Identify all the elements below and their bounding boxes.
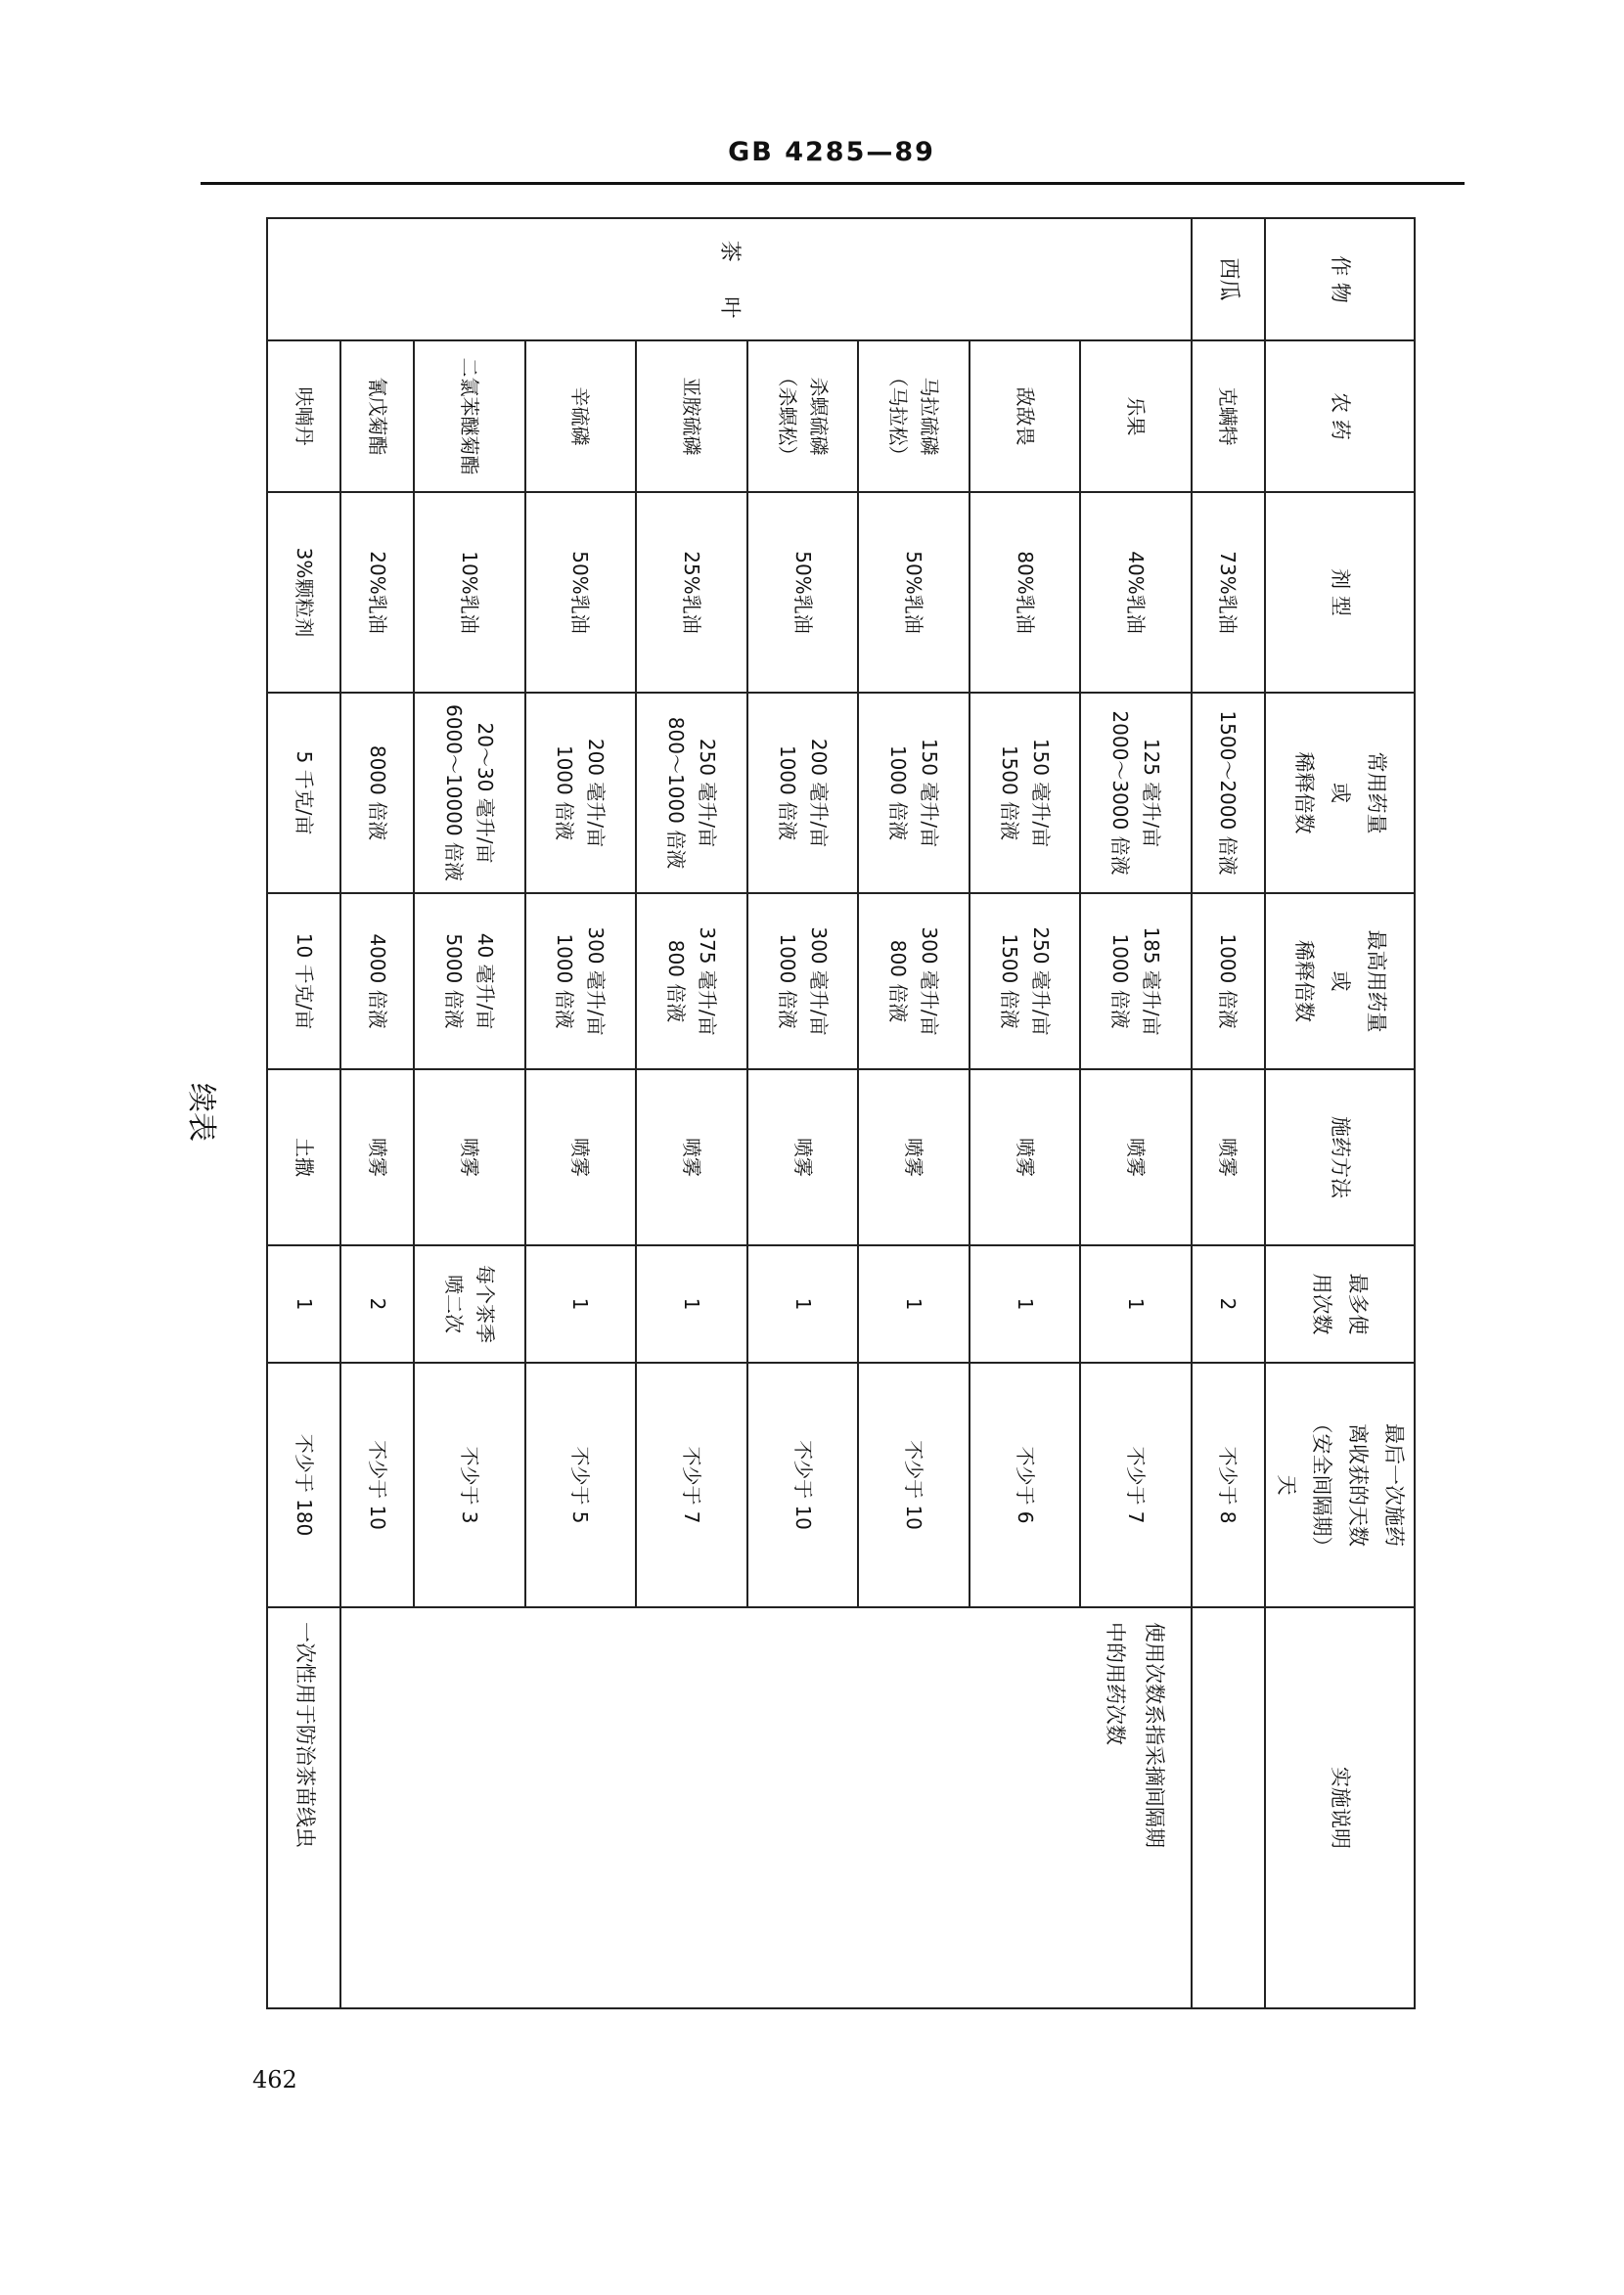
header-rule bbox=[201, 182, 1465, 185]
header-method: 施药方法 bbox=[1265, 1069, 1415, 1245]
pesticide-cell: 呋喃丹 bbox=[267, 340, 340, 492]
pesticide-cell: 氰戊菊酯 bbox=[340, 340, 414, 492]
cell-line: 10 千克/亩 bbox=[292, 932, 316, 1030]
pesticide-table bbox=[266, 217, 1416, 2009]
cell-line: 杀螟硫磷 bbox=[806, 377, 831, 456]
max-times-cell: 1 bbox=[970, 1245, 1081, 1363]
common-dose-cell bbox=[1080, 693, 1192, 893]
max-dose-cell bbox=[525, 893, 637, 1069]
cell-line: （杀螟松） bbox=[775, 367, 799, 466]
interval-cell: 不少于 7 bbox=[1080, 1363, 1192, 1607]
interval-cell: 不少于 8 bbox=[1192, 1363, 1265, 1607]
crop-cell-tea bbox=[267, 218, 1192, 340]
formulation-cell: 73%乳油 bbox=[1192, 492, 1265, 693]
header-line: （安全间隔期） bbox=[1310, 1413, 1334, 1557]
header-formulation: 剂 型 bbox=[1265, 492, 1415, 693]
max-times-cell: 1 bbox=[747, 1245, 859, 1363]
cell-line: 375 毫升/亩 bbox=[696, 926, 720, 1036]
page-number: 462 bbox=[252, 2066, 297, 2093]
max-dose-cell bbox=[858, 893, 970, 1069]
cell-line: 8000 倍液 bbox=[365, 744, 389, 841]
pesticide-cell: 二氯苯醚菊酯 bbox=[414, 340, 525, 492]
method-cell: 喷雾 bbox=[636, 1069, 747, 1245]
crop-tea-chars bbox=[270, 223, 1189, 336]
cell-line: （马拉松） bbox=[886, 367, 911, 466]
interval-cell: 不少于 7 bbox=[636, 1363, 747, 1607]
cell-line: 4000 倍液 bbox=[365, 933, 389, 1029]
cell-line: 125 毫升/亩 bbox=[1140, 738, 1164, 848]
cell-line: 1000 倍液 bbox=[775, 933, 799, 1029]
cell-line: 800 倍液 bbox=[886, 939, 911, 1023]
max-dose-cell bbox=[1080, 893, 1192, 1069]
common-dose-cell bbox=[1192, 693, 1265, 893]
cell-line: 喷二次 bbox=[441, 1275, 466, 1333]
common-dose-cell bbox=[525, 693, 637, 893]
header-notes: 实施说明 bbox=[1265, 1607, 1415, 2008]
formulation-cell: 3%颗粒剂 bbox=[267, 492, 340, 693]
method-cell: 喷雾 bbox=[970, 1069, 1081, 1245]
header-line: 最多使 bbox=[1346, 1273, 1371, 1335]
cell-line: 1500～2000 倍液 bbox=[1216, 710, 1241, 876]
cell-line: 1000 倍液 bbox=[1216, 933, 1241, 1029]
cell-line: 1000 倍液 bbox=[553, 744, 577, 841]
header-line: 用次数 bbox=[1310, 1273, 1334, 1335]
pesticide-cell bbox=[747, 340, 859, 492]
crop-cell-watermelon: 西瓜 bbox=[1192, 218, 1265, 340]
table-row bbox=[1080, 218, 1192, 2008]
cell-line: 300 毫升/亩 bbox=[584, 926, 609, 1036]
table-header-row bbox=[1265, 218, 1415, 2008]
notes-cell-furadan: 一次性用于防治茶苗线虫 bbox=[267, 1607, 340, 2008]
pesticide-cell: 亚胺硫磷 bbox=[636, 340, 747, 492]
common-dose-cell bbox=[970, 693, 1081, 893]
formulation-cell: 80%乳油 bbox=[970, 492, 1081, 693]
method-cell: 喷雾 bbox=[340, 1069, 414, 1245]
common-dose-cell bbox=[267, 693, 340, 893]
max-dose-cell bbox=[340, 893, 414, 1069]
cell-line: 200 毫升/亩 bbox=[806, 738, 831, 848]
header-line: 最高用药量 bbox=[1364, 929, 1388, 1033]
header-line: 天 bbox=[1274, 1474, 1298, 1496]
interval-cell: 不少于 180 bbox=[267, 1363, 340, 1607]
notes-cell-tea-usage bbox=[340, 1607, 1192, 2008]
cell-line: 1000 倍液 bbox=[775, 744, 799, 841]
pesticide-cell: 辛硫磷 bbox=[525, 340, 637, 492]
max-dose-cell bbox=[970, 893, 1081, 1069]
header-line: 常用药量 bbox=[1364, 751, 1388, 834]
cell-line: 1000 倍液 bbox=[1108, 933, 1133, 1029]
max-dose-cell bbox=[1192, 893, 1265, 1069]
header-line: 最后一次施药 bbox=[1382, 1423, 1406, 1547]
method-cell: 喷雾 bbox=[858, 1069, 970, 1245]
cell-line: 800～1000 倍液 bbox=[664, 716, 689, 870]
max-dose-cell bbox=[267, 893, 340, 1069]
cell-line: 5 千克/亩 bbox=[292, 750, 316, 835]
cell-line: 300 毫升/亩 bbox=[806, 926, 831, 1036]
pesticide-cell: 克螨特 bbox=[1192, 340, 1265, 492]
method-cell: 喷雾 bbox=[1192, 1069, 1265, 1245]
max-times-cell: 1 bbox=[267, 1245, 340, 1363]
header-pesticide: 农 药 bbox=[1265, 340, 1415, 492]
formulation-cell: 25%乳油 bbox=[636, 492, 747, 693]
formulation-cell: 10%乳油 bbox=[414, 492, 525, 693]
pesticide-cell: 乐果 bbox=[1080, 340, 1192, 492]
header-line: 或 bbox=[1328, 970, 1352, 992]
cell-line: 150 毫升/亩 bbox=[918, 738, 942, 848]
cell-line: 5000 倍液 bbox=[441, 933, 466, 1029]
cell-line: 250 毫升/亩 bbox=[1028, 926, 1053, 1036]
common-dose-cell bbox=[858, 693, 970, 893]
max-dose-cell bbox=[636, 893, 747, 1069]
crop-tea-char: 茶 bbox=[717, 240, 743, 262]
method-cell: 土撒 bbox=[267, 1069, 340, 1245]
standard-number: GB 4285—89 bbox=[728, 137, 935, 167]
cell-line: 1000 倍液 bbox=[886, 744, 911, 841]
header-max-times bbox=[1265, 1245, 1415, 1363]
cell-line: 2000～3000 倍液 bbox=[1108, 710, 1133, 876]
formulation-cell: 20%乳油 bbox=[340, 492, 414, 693]
crop-tea-char: 叶 bbox=[717, 296, 743, 319]
max-times-cell: 1 bbox=[525, 1245, 637, 1363]
pesticide-cell: 敌敌畏 bbox=[970, 340, 1081, 492]
interval-cell: 不少于 6 bbox=[970, 1363, 1081, 1607]
header-max-dose bbox=[1265, 893, 1415, 1069]
header-line: 或 bbox=[1328, 783, 1352, 803]
interval-cell: 不少于 10 bbox=[747, 1363, 859, 1607]
note-line: 使用次数系指采摘间隔期 bbox=[1142, 1622, 1166, 1848]
max-dose-cell bbox=[414, 893, 525, 1069]
interval-cell: 不少于 3 bbox=[414, 1363, 525, 1607]
interval-cell: 不少于 5 bbox=[525, 1363, 637, 1607]
note-line: 中的用药次数 bbox=[1104, 1622, 1128, 1745]
formulation-cell: 50%乳油 bbox=[747, 492, 859, 693]
header-crop: 作 物 bbox=[1265, 218, 1415, 340]
cell-line: 20～30 毫升/亩 bbox=[473, 722, 497, 864]
max-times-cell bbox=[414, 1245, 525, 1363]
common-dose-cell bbox=[747, 693, 859, 893]
cell-line: 6000～10000 倍液 bbox=[441, 704, 466, 881]
method-cell: 喷雾 bbox=[1080, 1069, 1192, 1245]
header-line: 离收获的天数 bbox=[1346, 1423, 1371, 1547]
method-cell: 喷雾 bbox=[525, 1069, 637, 1245]
header-line: 稀释倍数 bbox=[1292, 940, 1317, 1022]
cell-line: 1500 倍液 bbox=[997, 744, 1021, 841]
common-dose-cell bbox=[340, 693, 414, 893]
max-times-cell: 1 bbox=[1080, 1245, 1192, 1363]
formulation-cell: 40%乳油 bbox=[1080, 492, 1192, 693]
table-row bbox=[1192, 218, 1265, 2008]
cell-line: 200 毫升/亩 bbox=[584, 738, 609, 848]
cell-line: 800 倍液 bbox=[664, 939, 689, 1023]
cell-line: 马拉硫磷 bbox=[918, 377, 942, 456]
method-cell: 喷雾 bbox=[747, 1069, 859, 1245]
header-common-dose bbox=[1265, 693, 1415, 893]
cell-line: 1500 倍液 bbox=[997, 933, 1021, 1029]
pesticide-cell bbox=[858, 340, 970, 492]
table-caption: 续表 bbox=[184, 1083, 218, 1142]
table-row bbox=[267, 218, 340, 2008]
max-times-cell: 1 bbox=[636, 1245, 747, 1363]
cell-line: 185 毫升/亩 bbox=[1140, 926, 1164, 1036]
header-line: 稀释倍数 bbox=[1292, 751, 1317, 834]
common-dose-cell bbox=[414, 693, 525, 893]
formulation-cell: 50%乳油 bbox=[858, 492, 970, 693]
max-dose-cell bbox=[747, 893, 859, 1069]
cell-line: 1000 倍液 bbox=[553, 933, 577, 1029]
rotated-table-block bbox=[184, 217, 1416, 2007]
notes-cell bbox=[1192, 1607, 1265, 2008]
common-dose-cell bbox=[636, 693, 747, 893]
interval-cell: 不少于 10 bbox=[858, 1363, 970, 1607]
interval-cell: 不少于 10 bbox=[340, 1363, 414, 1607]
header-interval bbox=[1265, 1363, 1415, 1607]
cell-line: 250 毫升/亩 bbox=[696, 738, 720, 848]
method-cell: 喷雾 bbox=[414, 1069, 525, 1245]
max-times-cell: 1 bbox=[858, 1245, 970, 1363]
max-times-cell: 2 bbox=[1192, 1245, 1265, 1363]
cell-line: 每个茶季 bbox=[473, 1265, 497, 1343]
cell-line: 300 毫升/亩 bbox=[918, 926, 942, 1036]
max-times-cell: 2 bbox=[340, 1245, 414, 1363]
formulation-cell: 50%乳油 bbox=[525, 492, 637, 693]
cell-line: 150 毫升/亩 bbox=[1028, 738, 1053, 848]
cell-line: 40 毫升/亩 bbox=[473, 932, 497, 1030]
